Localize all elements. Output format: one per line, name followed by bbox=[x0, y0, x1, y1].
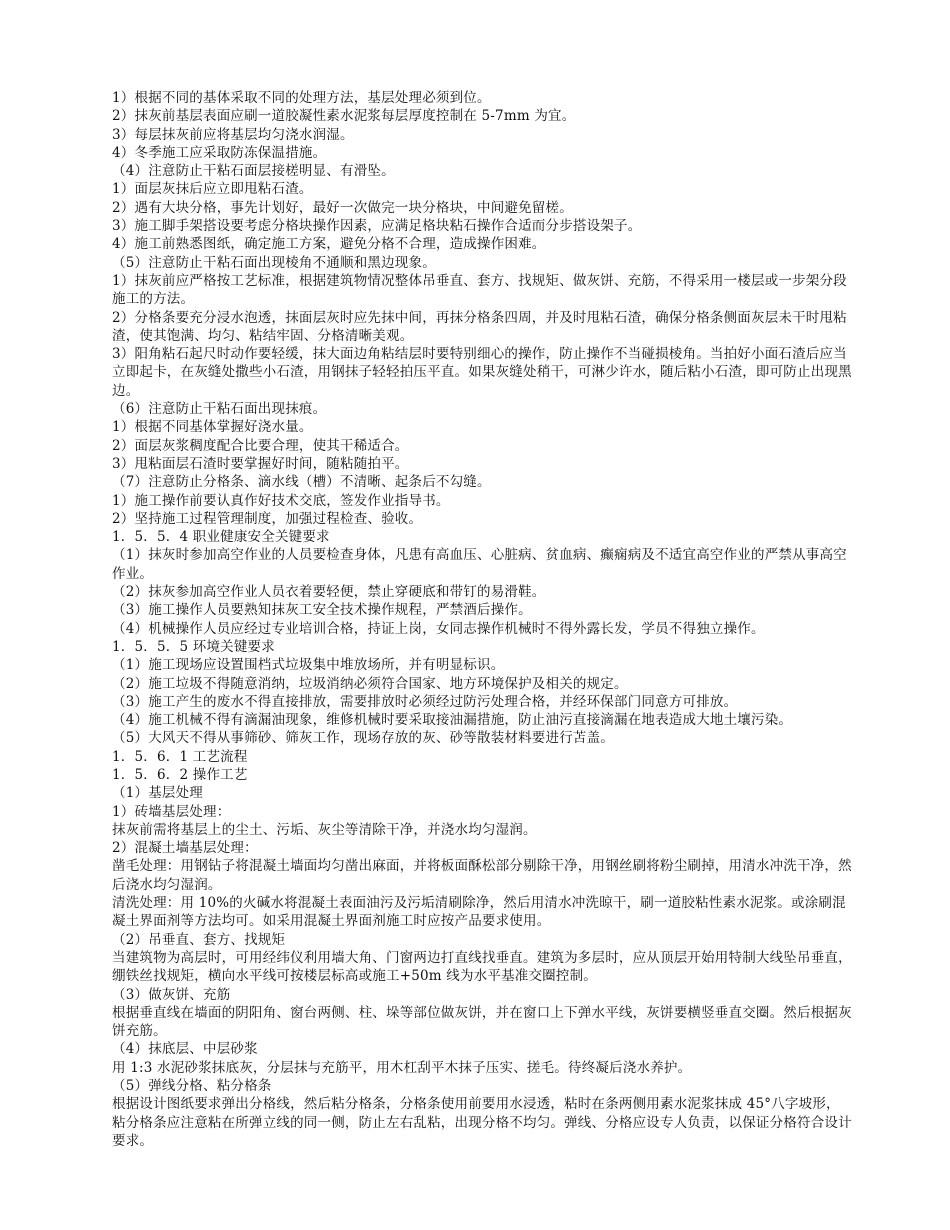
text-line: 3）施工脚手架搭设要考虑分格块操作因素，应满足格块粘石操作合适而分步搭设架子。 bbox=[112, 218, 642, 235]
text-line: （3）施工操作人员要熟知抹灰工安全技术操作规程，严禁酒后操作。 bbox=[112, 602, 532, 619]
text-line: 1）根据不同的基体采取不同的处理方法，基层处理必须到位。 bbox=[112, 90, 491, 106]
section-heading: （1）基层处理 bbox=[112, 785, 203, 802]
text-line: 1）施工操作前要认真作好技术交底，签发作业指导书。 bbox=[112, 492, 450, 509]
text-line: 2）遇有大块分格，事先计划好，最好一次做完一块分格块，中间避免留槎。 bbox=[112, 199, 573, 216]
text-line: （1）抹灰时参加高空作业的人员要检查身体，凡患有高血压、心脏病、贫血病、癫痫病及不适宜高空作业的严禁从事高空作业。 bbox=[112, 547, 847, 582]
text-line: 4）冬季施工应采取防冻保温措施。 bbox=[112, 144, 327, 161]
text-line: （3）施工产生的废水不得直接排放，需要排放时必须经过防污处理合格，并经环保部门同意方可排放。 bbox=[112, 693, 738, 710]
section-heading: （6）注意防止干粘石面出现抹痕。 bbox=[112, 401, 327, 418]
section-heading: （7）注意防止分格条、滴水线（槽）不清晰、起条后不勾缝。 bbox=[112, 474, 491, 491]
text-line: 2）坚持施工过程管理制度，加强过程检查、验收。 bbox=[112, 510, 423, 527]
chapter-heading: 1．5．5．4 职业健康安全关键要求 bbox=[112, 529, 330, 546]
text-line: 3）甩粘面层石渣时要掌握好时间，随粘随拍平。 bbox=[112, 455, 409, 472]
text-line: 3）阳角粘石起尺时动作要轻缓，抹大面边角粘结层时要特别细心的操作，防止操作不当碰损棱角。当拍好小面石渣后应当立即起卡，在灰缝处撒些小石渣，用钢抹子轻轻拍压平直。如果灰缝处稍干，可淋少许水，随后粘小石渣，即可防止出现黑边。 bbox=[112, 346, 852, 399]
text-line: 根据设计图纸要求弹出分格线，然后粘分格条，分格条使用前要用水浸透，粘时在条两侧用素水泥浆抹成 45°八字坡形，粘分格条应注意粘在所弹立线的同一侧，防止左右乱粘，出现分格不均匀。弹线、分格应设专人负责，以保证分格符合设计要求。 bbox=[112, 1096, 852, 1149]
text-line: 2）抹灰前基层表面应刷一道胶凝性素水泥浆每层厚度控制在 5-7mm 为宜。 bbox=[112, 108, 576, 125]
section-heading: （3）做灰饼、充筋 bbox=[112, 986, 231, 1003]
chapter-heading: 1．5．6．1 工艺流程 bbox=[112, 748, 248, 765]
text-line: 抹灰前需将基层上的尘土、污垢、灰尘等清除干净，并浇水均匀湿润。 bbox=[112, 821, 537, 838]
text-line: 1）根据不同基体掌握好浇水量。 bbox=[112, 419, 313, 436]
text-line: （4）机械操作人员应经过专业培训合格，持证上岗，女同志操作机械时不得外露长发，学员不得独立操作。 bbox=[112, 620, 765, 637]
chapter-heading: 1．5．6．2 操作工艺 bbox=[112, 766, 248, 783]
section-heading: （4）注意防止干粘石面层接槎明显、有滑坠。 bbox=[112, 163, 395, 180]
chapter-heading: 1．5．5．5 环境关键要求 bbox=[112, 638, 275, 655]
section-heading: （4）抹底层、中层砂浆 bbox=[112, 1041, 258, 1058]
text-line: 凿毛处理：用钢钻子将混凝土墙面均匀凿出麻面，并将板面酥松部分剔除干净，用钢丝刷将粉尘刷掉，用清水冲洗干净，然后浇水均匀湿润。 bbox=[112, 858, 852, 893]
text-line: 1）砖墙基层处理： bbox=[112, 803, 231, 820]
text-line: （4）施工机械不得有滴漏油现象，维修机械时要采取接油漏措施，防止油污直接滴漏在地表造成大地土壤污染。 bbox=[112, 712, 793, 729]
text-line: 2）分格条要充分浸水泡透，抹面层灰时应先抹中间，再抹分格条四周，并及时甩粘石渣，确保分格条侧面灰层未干时甩粘渣，使其饱满、均匀、粘结牢固、分格清晰美观。 bbox=[112, 309, 847, 344]
text-line: 4）施工前熟悉图纸，确定施工方案，避免分格不合理，造成操作困难。 bbox=[112, 236, 546, 253]
text-line: 3）每层抹灰前应将基层均匀浇水润湿。 bbox=[112, 126, 354, 143]
document-body bbox=[112, 89, 852, 1150]
text-line: 2）面层灰浆稠度配合比要合理，使其干稀适合。 bbox=[112, 437, 409, 454]
section-heading: （5）弹线分格、粘分格条 bbox=[112, 1078, 272, 1095]
text-line: （2）抹灰参加高空作业人员衣着要轻便，禁止穿硬底和带钉的易滑鞋。 bbox=[112, 584, 546, 601]
text-line: 2）混凝土墙基层处理： bbox=[112, 840, 258, 857]
text-line: 1）面层灰抹后应立即甩粘石渣。 bbox=[112, 181, 313, 198]
text-line: （1）施工现场应设置围档式垃圾集中堆放场所，并有明显标识。 bbox=[112, 657, 505, 674]
text-line: （2）施工垃圾不得随意消纳，垃圾消纳必须符合国家、地方环境保护及相关的规定。 bbox=[112, 675, 628, 692]
text-line: 用 1:3 水泥砂浆抹底灰，分层抹与充筋平，用木杠刮平木抹子压实、搓毛。待终凝后浇水养护。 bbox=[112, 1059, 692, 1076]
text-line: 根据垂直线在墙面的阴阳角、窗台两侧、柱、垛等部位做灰饼，并在窗口上下弹水平线，灰饼要横竖垂直交圈。然后根据灰饼充筋。 bbox=[112, 1004, 852, 1040]
text-line: （5）大风天不得从事筛砂、筛灰工作，现场存放的灰、砂等散装材料要进行苫盖。 bbox=[112, 730, 614, 747]
section-heading: （2）吊垂直、套方、找规矩 bbox=[112, 931, 286, 948]
text-line: 当建筑物为高层时，可用经纬仪利用墙大角、门窗两边打直线找垂直。建筑为多层时，应从顶层开始用特制大线坠吊垂直，绷铁丝找规矩，横向水平线可按楼层标高或施工+50m 线为水平基准交圈控制。 bbox=[112, 949, 852, 985]
text-line: 清洗处理：用 10%的火碱水将混凝土表面油污及污垢清刷除净，然后用清水冲洗晾干，刷一道胶粘性素水泥浆。或涂刷混凝土界面剂等方法均可。如采用混凝土界面剂施工时应按产品要求使用。 bbox=[112, 895, 846, 930]
text-line: 1）抹灰前应严格按工艺标准，根据建筑物情况整体吊垂直、套方、找规矩、做灰饼、充筋，不得采用一楼层或一步架分段施工的方法。 bbox=[112, 272, 847, 308]
section-heading: （5）注意防止干粘石面出现棱角不通顺和黑边现象。 bbox=[112, 254, 436, 271]
